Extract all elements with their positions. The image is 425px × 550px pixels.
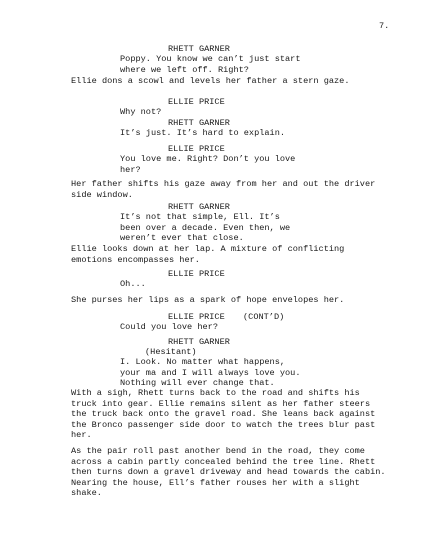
character-cue: ELLIE PRICE: [168, 144, 225, 154]
action-line: shake.: [71, 488, 102, 498]
action-line: her.: [71, 430, 92, 440]
dialogue-line: Oh...: [120, 279, 146, 289]
dialogue-line: Could you love her?: [120, 322, 218, 332]
character-cue: RHETT GARNER: [168, 337, 230, 347]
action: [71, 179, 391, 200]
action: [71, 295, 391, 306]
dialogue: [120, 128, 285, 139]
action-line: truck into gear. Ellie remains silent as her father steers: [71, 398, 371, 409]
dialogue: [120, 322, 218, 333]
action: [71, 388, 391, 441]
action-line: Ellie dons a scowl and levels her father a stern gaze.: [71, 76, 350, 86]
action-line: As the pair roll past another bend in the road, they come: [71, 446, 365, 456]
action-line: the truck back onto the gravel road. She leans back against: [71, 409, 376, 419]
character-cue: RHETT GARNER: [168, 44, 230, 54]
dialogue-line: You love me. Right? Don’t you love: [120, 154, 296, 164]
character-cue: RHETT GARNER: [168, 202, 230, 212]
character-cue: ELLIE PRICE: [168, 312, 225, 322]
dialogue-line: been over a decade. Even then, we: [120, 222, 291, 233]
dialogue: [120, 107, 161, 118]
action-line: the Bronco passenger side door to watch the trees blur past: [71, 419, 376, 430]
action-line: then turns down a gravel driveway and head towards the cabin.: [71, 467, 386, 477]
action-line: emotions encompasses her.: [71, 254, 200, 265]
character-cue: ELLIE PRICE: [168, 269, 225, 279]
character-cue: RHETT GARNER: [168, 118, 230, 128]
dialogue-line: Nothing will ever change that.: [120, 378, 275, 388]
dialogue-line: Poppy. You know we can’t just start: [120, 54, 301, 64]
dialogue-line: It’s not that simple, Ell. It’s: [120, 212, 280, 222]
dialogue: [120, 154, 295, 175]
dialogue-line: I. Look. No matter what happens,: [120, 357, 286, 367]
dialogue-line: It’s just. It’s hard to explain.: [120, 128, 286, 138]
action-line: With a sigh, Rhett turns back to the road and shifts his: [71, 388, 360, 398]
dialogue-line: weren’t ever that close.: [120, 233, 244, 243]
dialogue: [120, 54, 301, 75]
dialogue-line: your ma and I will always love you.: [120, 367, 301, 378]
page-number: 7.: [379, 21, 390, 31]
action-line: She purses her lips as a spark of hope envelopes her.: [71, 295, 345, 305]
action-line: Ellie looks down at her lap. A mixture of conflicting: [71, 244, 345, 254]
character-cue: ELLIE PRICE: [168, 97, 225, 107]
action-line: side window.: [71, 189, 133, 200]
dialogue: [120, 357, 301, 389]
character-extension: (CONT’D): [243, 312, 285, 322]
action-line: Nearing the house, Ell’s father rouses her with a slight: [71, 477, 360, 488]
action: [71, 76, 391, 87]
action: [71, 446, 391, 499]
dialogue-line: Why not?: [120, 107, 162, 117]
dialogue: [120, 279, 146, 290]
dialogue: [120, 212, 290, 244]
action: [71, 244, 391, 265]
dialogue-line: her?: [120, 164, 141, 175]
action-line: Her father shifts his gaze away from her and out the driver: [71, 179, 376, 189]
dialogue-line: where we left off. Right?: [120, 64, 249, 75]
action-line: across a cabin partly concealed behind the tree line. Rhett: [71, 456, 376, 467]
parenthetical: (Hesitant): [145, 347, 197, 357]
